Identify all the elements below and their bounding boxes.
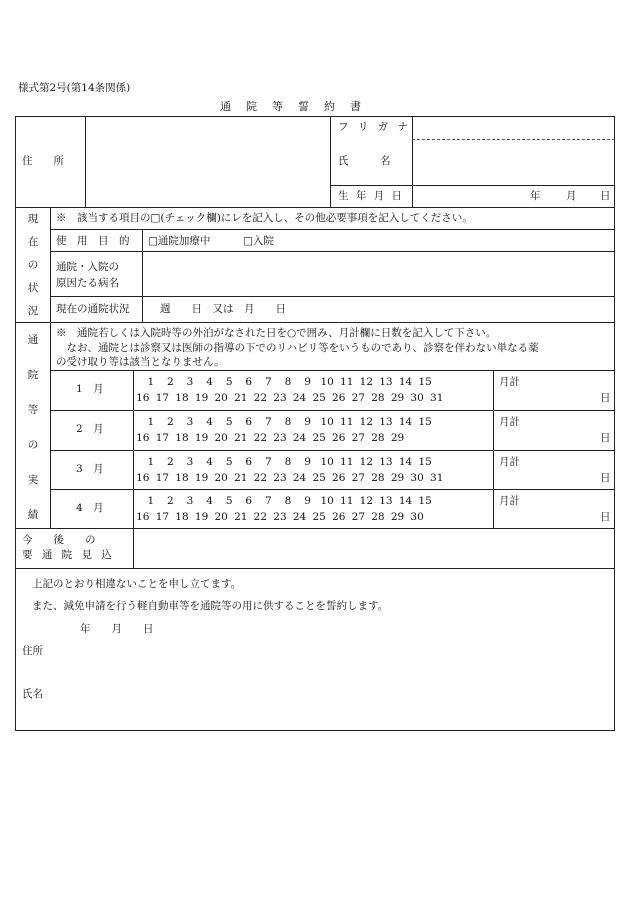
birth-month: 月 (566, 190, 577, 202)
purpose-label: 使 用 目 的 (56, 235, 130, 247)
day-number[interactable]: 29 (390, 511, 405, 523)
current-status-note: ※ 該当する項目の□(チェック欄)にレを記入し、その他必要事項を記入してください。 (56, 212, 473, 224)
day-number[interactable]: 28 (371, 511, 385, 523)
day-number[interactable]: 15 (418, 495, 432, 507)
day-number[interactable]: 3 (186, 416, 194, 428)
day-number[interactable]: 23 (273, 392, 287, 404)
day-number[interactable]: 28 (371, 392, 385, 404)
day-number[interactable]: 28 (371, 472, 385, 484)
day-number[interactable]: 26 (332, 432, 346, 444)
document-title: 通 院 等 誓 約 書 (220, 100, 363, 113)
day-number[interactable]: 20 (214, 392, 228, 404)
day-number[interactable]: 14 (398, 416, 413, 428)
day-number[interactable]: 29 (390, 392, 405, 404)
day-number[interactable]: 6 (245, 376, 253, 388)
days-row-first-half (141, 496, 435, 507)
day-number[interactable]: 2 (167, 495, 174, 507)
day-number[interactable]: 10 (320, 376, 334, 388)
day-number[interactable]: 21 (234, 392, 248, 404)
day-number[interactable]: 2 (167, 456, 174, 468)
day-number[interactable]: 21 (234, 472, 248, 484)
visit-status-text[interactable]: 週 日 又は 月 日 (160, 303, 286, 315)
record-side-5: 績 (27, 509, 39, 521)
day-number[interactable]: 26 (332, 472, 346, 484)
purpose-option-outpatient[interactable]: □通院加療中 (148, 235, 211, 247)
current-status-side-0: 現 (27, 213, 39, 225)
day-number[interactable]: 19 (194, 432, 209, 444)
days-row-second-half (133, 473, 447, 484)
day-number[interactable]: 21 (234, 511, 248, 523)
day-number[interactable]: 6 (245, 456, 253, 468)
day-number[interactable]: 24 (292, 472, 307, 484)
day-number[interactable]: 2 (167, 376, 174, 388)
record-side-1: 院 (27, 369, 39, 381)
day-number[interactable]: 13 (379, 376, 393, 388)
day-number[interactable]: 17 (155, 511, 170, 523)
day-number[interactable]: 20 (214, 472, 228, 484)
day-number[interactable]: 4 (206, 456, 213, 468)
monthly-total-unit[interactable]: 日 (600, 511, 611, 523)
day-number[interactable]: 17 (155, 472, 170, 484)
day-number[interactable]: 23 (273, 511, 287, 523)
day-number[interactable]: 20 (214, 511, 228, 523)
day-number[interactable]: 12 (359, 376, 374, 388)
monthly-total-label: 月計 (499, 495, 520, 507)
day-number[interactable]: 22 (253, 432, 268, 444)
declaration-address-label: 住所 (22, 645, 43, 657)
day-number[interactable]: 8 (284, 416, 292, 428)
day-number[interactable]: 29 (390, 472, 405, 484)
day-number[interactable]: 6 (245, 495, 253, 507)
purpose-option-inpatient[interactable]: □入院 (243, 235, 274, 247)
month-label: 3 月 (76, 463, 104, 475)
day-number[interactable]: 9 (304, 416, 311, 428)
day-number[interactable]: 16 (136, 432, 150, 444)
days-row-first-half (141, 377, 435, 388)
day-number[interactable]: 15 (418, 456, 432, 468)
day-number[interactable]: 31 (430, 472, 444, 484)
day-number[interactable]: 1 (147, 416, 155, 428)
day-number[interactable]: 14 (398, 495, 413, 507)
record-side-4: 実 (27, 474, 39, 486)
day-number[interactable]: 10 (320, 416, 334, 428)
day-number[interactable]: 18 (175, 392, 189, 404)
month-label: 4 月 (76, 502, 104, 514)
declaration-date[interactable]: 年 月 日 (80, 623, 154, 635)
day-number[interactable]: 22 (253, 472, 268, 484)
day-number[interactable]: 30 (410, 472, 424, 484)
day-number[interactable]: 30 (410, 392, 424, 404)
day-number[interactable]: 16 (136, 472, 150, 484)
day-number[interactable]: 11 (340, 416, 354, 428)
monthly-total-label: 月計 (499, 456, 520, 468)
day-number[interactable]: 16 (136, 392, 150, 404)
current-status-side-1: 在 (27, 236, 39, 248)
day-number[interactable]: 5 (225, 416, 233, 428)
future-label-line2: 要 通 院 見 込 (22, 549, 115, 561)
day-number[interactable]: 17 (155, 432, 170, 444)
day-number[interactable]: 23 (273, 472, 287, 484)
day-number[interactable]: 24 (292, 511, 307, 523)
monthly-total-unit[interactable]: 日 (600, 432, 611, 444)
day-number[interactable]: 18 (175, 432, 189, 444)
day-number[interactable]: 1 (147, 376, 155, 388)
day-number[interactable]: 19 (194, 392, 209, 404)
day-number[interactable]: 4 (206, 376, 213, 388)
day-number[interactable]: 9 (304, 456, 311, 468)
day-number[interactable]: 26 (332, 392, 346, 404)
days-row-second-half (133, 393, 447, 404)
day-number[interactable]: 7 (265, 456, 272, 468)
day-number[interactable]: 20 (214, 432, 228, 444)
day-number[interactable]: 18 (175, 472, 189, 484)
day-number[interactable]: 5 (225, 376, 233, 388)
day-number[interactable]: 31 (430, 392, 444, 404)
day-number[interactable]: 7 (265, 416, 272, 428)
day-number[interactable]: 21 (234, 432, 248, 444)
monthly-total-label: 月計 (499, 416, 520, 428)
current-status-side-3: 状 (27, 282, 39, 294)
furigana-field[interactable] (413, 117, 613, 138)
future-field[interactable] (134, 529, 613, 567)
current-status-side-4: 況 (27, 305, 39, 317)
day-number[interactable]: 22 (253, 392, 268, 404)
day-number[interactable]: 8 (284, 495, 292, 507)
day-number[interactable]: 25 (312, 472, 326, 484)
days-row-first-half (141, 457, 435, 468)
day-number[interactable]: 25 (312, 432, 326, 444)
disease-field[interactable] (143, 252, 613, 295)
day-number[interactable]: 12 (359, 456, 374, 468)
day-number[interactable]: 27 (351, 432, 366, 444)
furigana-label: フ リ ガ ナ (338, 121, 412, 133)
day-number[interactable]: 12 (359, 495, 374, 507)
form-number: 様式第2号(第14条関係) (18, 82, 131, 94)
day-number[interactable]: 24 (292, 392, 307, 404)
month-label: 1 月 (76, 383, 104, 395)
monthly-total-unit[interactable]: 日 (600, 472, 611, 484)
day-number[interactable]: 4 (206, 416, 213, 428)
day-number[interactable]: 23 (273, 432, 287, 444)
day-number[interactable]: 25 (312, 511, 326, 523)
declaration-name-label: 氏名 (22, 688, 43, 700)
day-number[interactable]: 13 (379, 416, 393, 428)
day-number[interactable]: 19 (194, 472, 209, 484)
day-number[interactable]: 6 (245, 416, 253, 428)
day-number[interactable]: 27 (351, 472, 366, 484)
declaration-line2: また、減免申請を行う軽自動車等を通院等の用に供することを誓約します。 (32, 600, 389, 612)
day-number[interactable]: 10 (320, 495, 334, 507)
day-number[interactable]: 27 (351, 392, 366, 404)
birth-year: 年 (530, 190, 541, 202)
day-number[interactable]: 9 (304, 376, 311, 388)
current-status-side-2: の (27, 259, 39, 271)
days-row-first-half (141, 417, 435, 428)
day-number[interactable]: 18 (175, 511, 189, 523)
day-number[interactable]: 11 (340, 456, 354, 468)
day-number[interactable]: 13 (379, 495, 393, 507)
day-number[interactable]: 1 (147, 456, 155, 468)
day-number[interactable]: 19 (194, 511, 209, 523)
days-row-second-half (133, 512, 427, 523)
day-number[interactable]: 13 (379, 456, 393, 468)
record-side-3: の (27, 439, 39, 451)
record-note-line3: の受け取り等は該当となりません。 (56, 356, 225, 368)
day-number[interactable]: 2 (167, 416, 174, 428)
day-number[interactable]: 25 (312, 392, 326, 404)
day-number[interactable]: 12 (359, 416, 374, 428)
day-number[interactable]: 27 (351, 511, 366, 523)
days-row-second-half (133, 433, 407, 444)
birth-day: 日 (600, 190, 611, 202)
day-number[interactable]: 29 (390, 432, 405, 444)
month-label: 2 月 (76, 423, 104, 435)
day-number[interactable]: 5 (225, 456, 233, 468)
day-number[interactable]: 3 (186, 495, 194, 507)
day-number[interactable]: 3 (186, 376, 194, 388)
day-number[interactable]: 7 (265, 495, 272, 507)
day-number[interactable]: 24 (292, 432, 307, 444)
day-number[interactable]: 16 (136, 511, 150, 523)
name-field[interactable] (413, 141, 613, 184)
day-number[interactable]: 4 (206, 495, 213, 507)
future-label-line1: 今 後 の (22, 534, 96, 546)
record-note-line1: ※ 通院若しくは入院時等の外泊がなされた日を○で囲み、月計欄に日数を記入して下さい。 (56, 327, 497, 339)
record-side-0: 通 (27, 334, 39, 346)
day-number[interactable]: 11 (340, 376, 354, 388)
address-field[interactable] (86, 117, 329, 206)
disease-label-line2: 原因たる病名 (56, 277, 119, 289)
birth-date-label: 生 年 月 日 (338, 190, 405, 202)
day-number[interactable]: 11 (340, 495, 354, 507)
day-number[interactable]: 22 (253, 511, 268, 523)
day-number[interactable]: 15 (418, 416, 432, 428)
monthly-total-label: 月計 (499, 376, 520, 388)
day-number[interactable]: 3 (186, 456, 194, 468)
day-number[interactable]: 5 (225, 495, 233, 507)
day-number[interactable]: 14 (398, 376, 413, 388)
record-note-line2: なお、通院とは診察又は医師の指導の下でのリハビリ等をいうものであり、診察を伴わない単なる薬 (56, 342, 539, 354)
day-number[interactable]: 17 (155, 392, 170, 404)
day-number[interactable]: 15 (418, 376, 432, 388)
monthly-total-unit[interactable]: 日 (600, 392, 611, 404)
day-number[interactable]: 30 (410, 511, 424, 523)
record-side-2: 等 (27, 404, 39, 416)
day-number[interactable]: 14 (398, 456, 413, 468)
day-number[interactable]: 28 (371, 432, 385, 444)
disease-label-line1: 通院・入院の (56, 261, 119, 273)
day-number[interactable]: 1 (147, 495, 155, 507)
day-number[interactable]: 8 (284, 376, 292, 388)
day-number[interactable]: 10 (320, 456, 334, 468)
day-number[interactable]: 7 (265, 376, 272, 388)
declaration-line1: 上記のとおり相違ないことを申し立てます。 (32, 578, 242, 590)
day-number[interactable]: 8 (284, 456, 292, 468)
day-number[interactable]: 9 (304, 495, 311, 507)
name-label: 氏 名 (338, 155, 391, 167)
visit-status-label: 現在の通院状況 (56, 303, 130, 315)
address-label: 住 所 (22, 155, 64, 167)
day-number[interactable]: 26 (332, 511, 346, 523)
